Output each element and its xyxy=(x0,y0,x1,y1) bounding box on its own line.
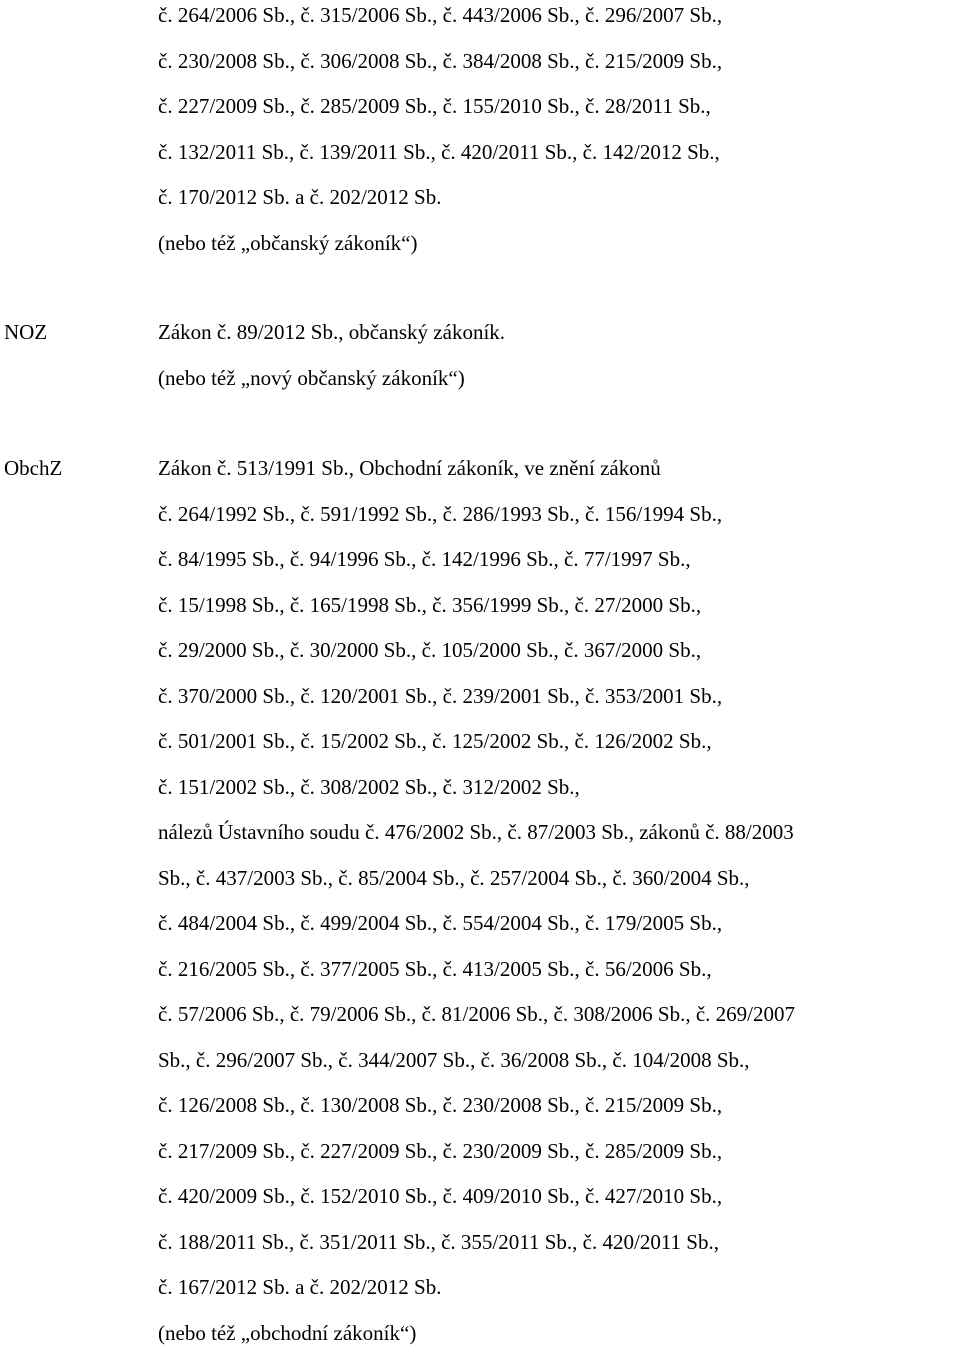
text-line: č. 420/2009 Sb., č. 152/2010 Sb., č. 409/2010 Sb., č. 427/2010 Sb., xyxy=(158,1181,960,1227)
text-line: č. 167/2012 Sb. a č. 202/2012 Sb. xyxy=(158,1272,960,1318)
text-line: Sb., č. 437/2003 Sb., č. 85/2004 Sb., č. 257/2004 Sb., č. 360/2004 Sb., xyxy=(158,863,960,909)
text-line: Sb., č. 296/2007 Sb., č. 344/2007 Sb., č. 36/2008 Sb., č. 104/2008 Sb., xyxy=(158,1045,960,1091)
text-line: č. 484/2004 Sb., č. 499/2004 Sb., č. 554/2004 Sb., č. 179/2005 Sb., xyxy=(158,908,960,954)
text-line: č. 230/2008 Sb., č. 306/2008 Sb., č. 384/2008 Sb., č. 215/2009 Sb., xyxy=(158,46,960,92)
text-line: nálezů Ústavního soudu č. 476/2002 Sb., č. 87/2003 Sb., zákonů č. 88/2003 xyxy=(158,817,960,863)
text-line: č. 501/2001 Sb., č. 15/2002 Sb., č. 125/2002 Sb., č. 126/2002 Sb., xyxy=(158,726,960,772)
text-line: č. 264/1992 Sb., č. 591/1992 Sb., č. 286/1993 Sb., č. 156/1994 Sb., xyxy=(158,499,960,545)
text-line: č. 29/2000 Sb., č. 30/2000 Sb., č. 105/2000 Sb., č. 367/2000 Sb., xyxy=(158,635,960,681)
text-line: Zákon č. 513/1991 Sb., Obchodní zákoník, ve znění zákonů xyxy=(158,453,960,499)
text-line: (nebo též „nový občanský zákoník“) xyxy=(158,363,960,409)
entry-text xyxy=(158,453,960,1363)
text-line: č. 217/2009 Sb., č. 227/2009 Sb., č. 230/2009 Sb., č. 285/2009 Sb., xyxy=(158,1136,960,1182)
text-line: č. 370/2000 Sb., č. 120/2001 Sb., č. 239/2001 Sb., č. 353/2001 Sb., xyxy=(158,681,960,727)
abbreviation-label: ObchZ xyxy=(4,453,62,483)
text-line: č. 216/2005 Sb., č. 377/2005 Sb., č. 413/2005 Sb., č. 56/2006 Sb., xyxy=(158,954,960,1000)
text-line: č. 151/2002 Sb., č. 308/2002 Sb., č. 312/2002 Sb., xyxy=(158,772,960,818)
text-line: č. 132/2011 Sb., č. 139/2011 Sb., č. 420/2011 Sb., č. 142/2012 Sb., xyxy=(158,137,960,183)
text-line: Zákon č. 89/2012 Sb., občanský zákoník. xyxy=(158,317,960,363)
text-line: č. 188/2011 Sb., č. 351/2011 Sb., č. 355/2011 Sb., č. 420/2011 Sb., xyxy=(158,1227,960,1273)
text-line: č. 84/1995 Sb., č. 94/1996 Sb., č. 142/1996 Sb., č. 77/1997 Sb., xyxy=(158,544,960,590)
entry-text xyxy=(158,317,960,408)
text-line: č. 126/2008 Sb., č. 130/2008 Sb., č. 230/2008 Sb., č. 215/2009 Sb., xyxy=(158,1090,960,1136)
text-line: č. 170/2012 Sb. a č. 202/2012 Sb. xyxy=(158,182,960,228)
abbreviation-label: NOZ xyxy=(4,317,47,347)
text-line: č. 227/2009 Sb., č. 285/2009 Sb., č. 155/2010 Sb., č. 28/2011 Sb., xyxy=(158,91,960,137)
entry-text xyxy=(158,0,960,273)
text-line: č. 264/2006 Sb., č. 315/2006 Sb., č. 443/2006 Sb., č. 296/2007 Sb., xyxy=(158,0,960,46)
text-line: č. 57/2006 Sb., č. 79/2006 Sb., č. 81/2006 Sb., č. 308/2006 Sb., č. 269/2007 xyxy=(158,999,960,1045)
text-line: (nebo též „obchodní zákoník“) xyxy=(158,1318,960,1363)
text-line: (nebo též „občanský zákoník“) xyxy=(158,228,960,274)
text-line: č. 15/1998 Sb., č. 165/1998 Sb., č. 356/1999 Sb., č. 27/2000 Sb., xyxy=(158,590,960,636)
